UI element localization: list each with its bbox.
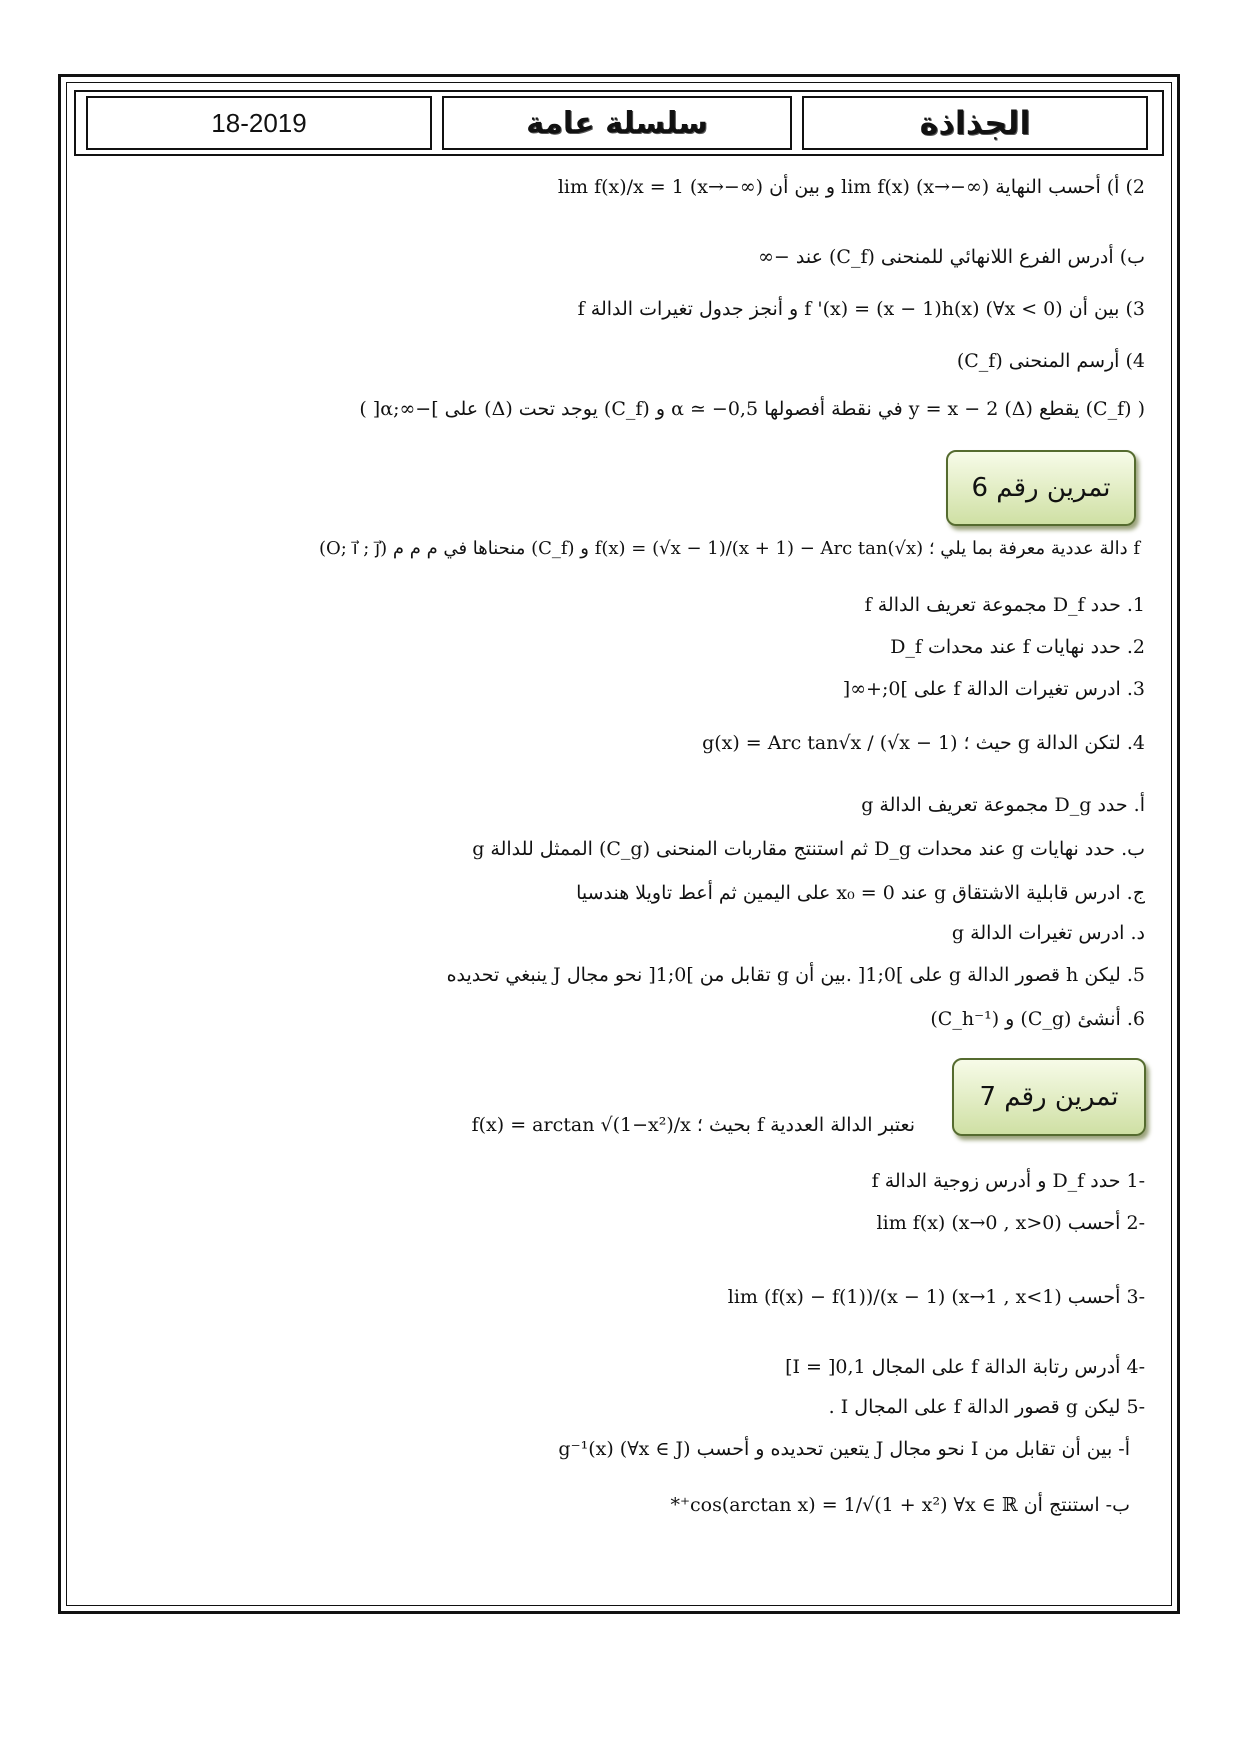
exercise-6-item: 1. حدد D_f مجموعة تعريف الدالة f — [864, 594, 1145, 616]
question-4-note: ( (C_f) يقطع (Δ) y = x − 2 في نقطة أفصولها α ≃ −0,5 و (C_f) يوجد تحت (Δ) على ]−∞;α[ ) — [359, 398, 1145, 420]
header-year: 18-2019 — [86, 96, 432, 150]
exercise-7-item: -2 أحسب lim f(x) (x→0 , x>0) — [876, 1212, 1145, 1234]
exercise-6-item: أ. حدد D_g مجموعة تعريف الدالة g — [861, 794, 1145, 816]
exercise-7-intro: نعتبر الدالة العددية f بحيث ؛ f(x) = arctan √(1−x²)/x — [471, 1114, 915, 1136]
question-4: 4) أرسم المنحنى (C_f) — [956, 350, 1145, 372]
question-3: 3) بين أن f '(x) = (x − 1)h(x) (∀x < 0) و أنجز جدول تغيرات الدالة f — [577, 298, 1145, 320]
question-2a: 2) أ) أحسب النهاية lim f(x) (x→−∞) و بين أن lim f(x)/x = 1 (x→−∞) — [557, 176, 1145, 198]
exercise-7-item: أ- بين أن تقابل من I نحو مجال J يتعين تحديده و أحسب g⁻¹(x) (∀x ∈ J) — [558, 1438, 1130, 1460]
exercise-6-item: 6. أنشئ (C_g) و (C_h⁻¹) — [930, 1008, 1145, 1030]
exercise-6-intro: f دالة عددية معرفة بما يلي ؛ f(x) = (√x − 1)/(x + 1) − Arc tan(√x) و (C_f) منحناها في م م م (O; i⃗ ; j⃗) — [319, 538, 1140, 559]
exercise-7-item: -4 أدرس رتابة الدالة f على المجال I = ]0,1] — [785, 1356, 1145, 1378]
exercise-6-item: ج. ادرس قابلية الاشتقاق g عند x₀ = 0 على اليمين ثم أعط تاويلا هندسيا — [576, 882, 1145, 904]
exercise-7-item: -1 حدد D_f و أدرس زوجية الدالة f — [871, 1170, 1145, 1192]
header-series-title: سلسلة عامة — [442, 96, 792, 150]
exercise-7-item: -5 ليكن g قصور الدالة f على المجال I . — [828, 1396, 1145, 1418]
exercise-6-item: د. ادرس تغيرات الدالة g — [951, 922, 1145, 944]
exercise-6-item: 2. حدد نهايات f عند محدات D_f — [890, 636, 1145, 658]
exercise-7-title: تمرين رقم 7 — [952, 1058, 1146, 1136]
exercise-6-item: ب. حدد نهايات g عند محدات D_g ثم استنتج مقاربات المنحنى (C_g) الممثل للدالة g — [472, 838, 1145, 860]
exercise-7-item: -3 أحسب lim (f(x) − f(1))/(x − 1) (x→1 , x<1) — [727, 1286, 1145, 1308]
exercise-6-title: تمرين رقم 6 — [946, 450, 1136, 526]
question-2b: ب) أدرس الفرع اللانهائي للمنحنى (C_f) عند −∞ — [758, 246, 1145, 268]
exercise-7-item: ب- استنتج أن cos(arctan x) = 1/√(1 + x²) ∀x ∈ ℝ⁺* — [670, 1494, 1130, 1516]
exercise-6-item: 4. لتكن الدالة g حيث ؛ g(x) = Arc tan√x / (√x − 1) — [702, 732, 1145, 754]
exercise-6-item: 5. ليكن h قصور الدالة g على ]0;1[ .بين أن g تقابل من ]0;1[ نحو مجال J ينبغي تحديده — [446, 964, 1145, 986]
exercise-6-item: 3. ادرس تغيرات الدالة f على ]0;+∞[ — [842, 678, 1145, 700]
header-level-title: الجذاذة — [802, 96, 1148, 150]
